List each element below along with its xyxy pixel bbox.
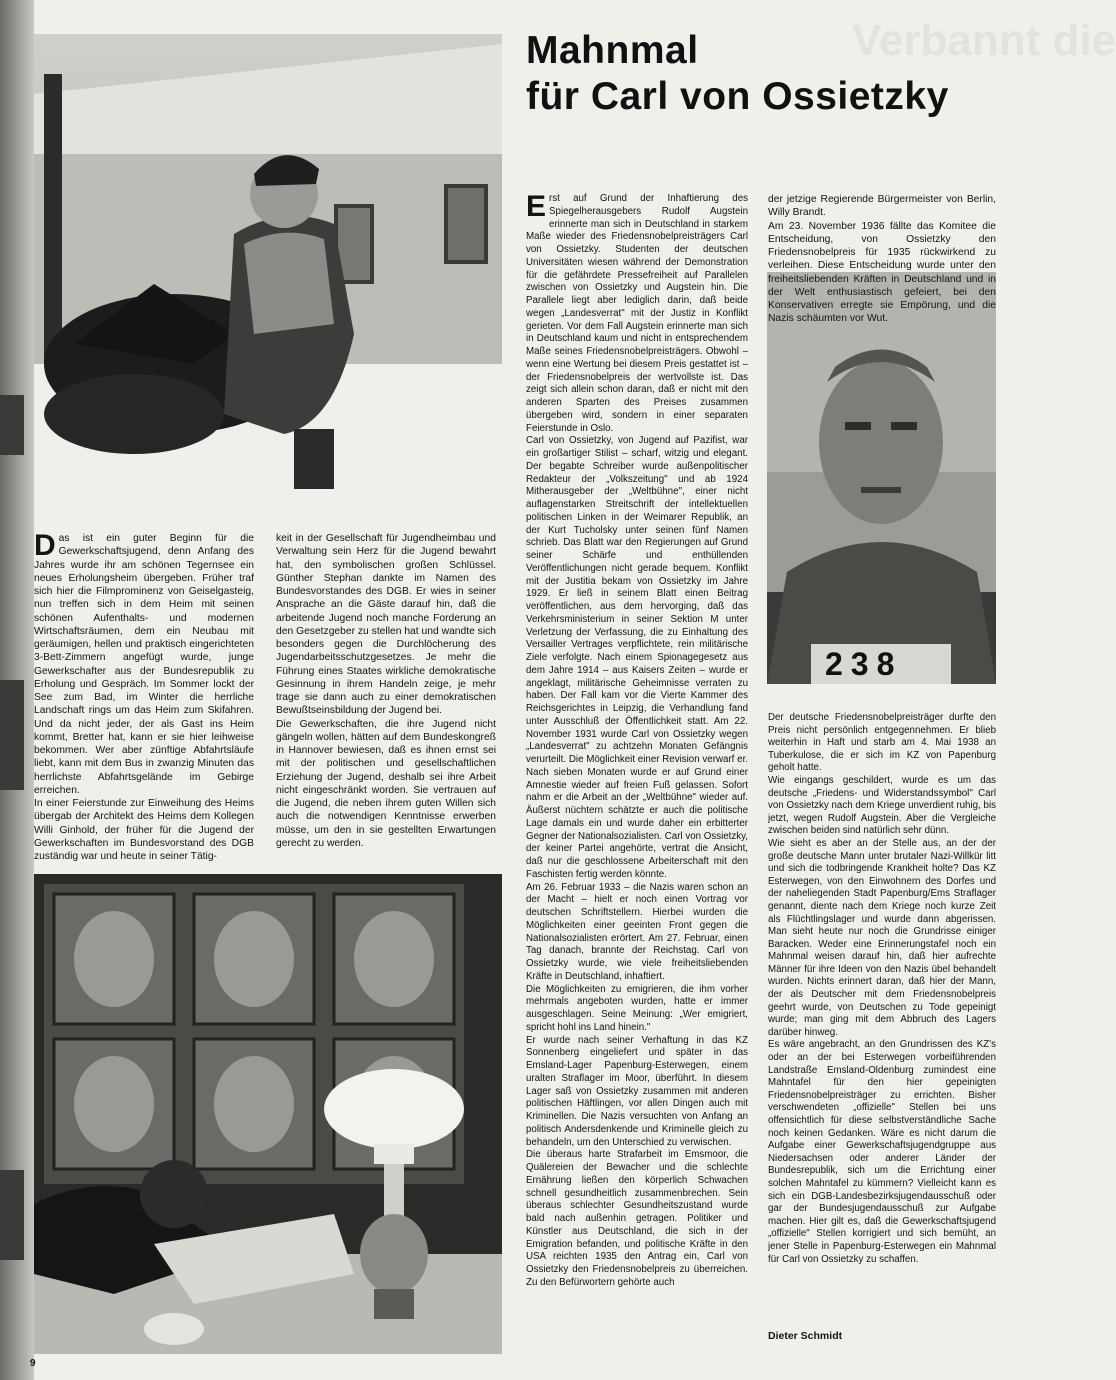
left-article-column-1: [34, 529, 254, 863]
gutter-photo-fragment: [0, 680, 24, 790]
page-gutter: [0, 0, 34, 1380]
article-paragraph: Er wurde nach seiner Verhaftung in das KZ Sonnenberg eingeliefert und später in das Emsland-Lager Papenburg-Esterwegen, einem uralten Straflager im Moor, überführt. In diesem Lager saß von Ossietzky zusammen mit anderen politischen Häftlingen, vor allen Dingen auch mit Kriminellen. Die Nazis versuchten von Anfang an politisch Andersdenkende und Kriminelle gleich zu behandeln, um den Unterschied zu verwischen.: [526, 1034, 748, 1148]
article-paragraph: Die Möglichkeiten zu emigrieren, die ihm vorher mehrmals angeboten wurden, hatte er immer ausgeschlagen. Seine Meinung: „Wer emigriert, spricht hohl ins Land hinein.": [526, 983, 748, 1033]
article-paragraph: Am 23. November 1936 fällte das Komitee die Entscheidung, von Ossietzky den Friedensnobelpreis für 1935 rückwirkend zu verleihen. Diese Entscheidung wurde unter den freiheitsliebenden Kräften in Deutschland und in der Welt enthusiastisch gefeiert, bei den Konservativen erregte sie Empörung, und die Nazis schäumten vor Wut.: [768, 220, 996, 325]
gutter-photo-fragment: [0, 1170, 24, 1260]
left-article-column-2: [276, 532, 496, 850]
article-paragraph: Carl von Ossietzky, von Jugend auf Pazifist, war ein großartiger Stilist – scharf, witzig und elegant. Der begabte Schreiber wurde außenpolitischer Redakteur der „Volkszeitung" und ab 1924 Mitherausgeber der „Weltbühne", einer nicht auflagenstarken Streitschrift der intellektuellen politischen Linken in der Weimarer Republik, an der Kurt Tucholsky unter seinen fünf Namen schrieb. Das Blatt war den Regierungen auf Grund seiner Schärfe und enthüllenden Veröffentlichungen nicht gerade bequem. Konflikt mit der Justitia bekam von Ossietzky im Jahre 1929. Er ließ in seinem Blatt einen Beitrag veröffentlichen, aus dem hervorging, daß das Verkehrsministerium in seiner Sektion M unter Verletzung der Verfassung, die zu Einhaltung des Versailler Vertrages verpflichtete, rein militärische Ziele verfolgte. Nach einem Spionagegesetz aus dem Jahre 1914 – aus Kaisers Zeiten – wurde er angeklagt, militärische Geheimnisse verraten zu haben. Der Fall kam vor die Vierte Kammer des Reichsgerichtes in Leipzig, die Verhandlung fand unter Ausschluß der Öffentlichkeit statt. Am 22. November 1931 wurde Carl von Ossietzky wegen „Landesverrat" zu achtzehn Monaten Gefängnis verurteilt. Die Möglichkeit einer Revision verwarf er. Nach sieben Monaten wurde er auf Grund einer Amnestie wieder auf freien Fuß gelassen. Sofort nahm er die Arbeit an der „Weltbühne" wieder auf. Äußerst nüchtern schätzte er auch die politische Lage damals ein und wurde daher ein erbitterter Gegner der Nationalsozialisten. Carl von Ossietzky, der keiner Partei angehörte, vertrat die Ansicht, daß nur die geschlossene Arbeiterschaft mit den Faschisten fertig werden könnte.: [526, 435, 748, 880]
article-paragraph: [526, 190, 748, 435]
article-paragraph: [34, 529, 254, 797]
photo-skier: [34, 34, 502, 494]
article-paragraph: In einer Feierstunde zur Einweihung des Heims übergab der Architekt des Heims dem Kollegen Willi Ginhold, der früher für die Jugend der Gewerkschaften im Bundesvorstand des DGB zuständig war und heute in seiner Tätig-: [34, 798, 254, 862]
article-paragraph: Es wäre angebracht, an den Grundrissen des KZ's oder an der bei Esterwegen vorbeiführenden Landstraße Emsland-Oldenburg zumindest eine Mahntafel für den hier gepeinigten Friedensnobelpreisträger zu errichten. Bisher verschwendeten „offizielle" Stellen bei uns offensichtlich für diese selbstverständliche Sache noch keinen Gedanken. Wäre es nicht darum die Aufgabe einer Gewerkschaftsjugendgruppe aus Niedersachsen oder anderer Länder der Bundesrepublik, sich um die Errichtung einer solchen Mahntafel zu kümmern? Vielleicht kann es sich ein DGB-Landesbezirksjugendausschuß oder gar der Bundesjugendausschuß zur Aufgabe machen. Hier gilt es, daß die Gewerkschaftsjugend „offizielle" Stellen korrigiert und sich bemüht, an jener Stelle in Papenburg-Esterwegen ein Mahnmal für Carl von Ossietzky zu schaffen.: [768, 1039, 996, 1265]
article-paragraph-text: as ist ein guter Beginn für die Gewerkschaftsjugend, denn Anfang des Jahres wurde ihr am schönen Tegernsee ein neues Erholungsheim übergeben. Früher traf sich hier die Filmprominenz von Geiselgasteig, nun treffen sich in dem Heim mit seinen schönen Aufenthalts- und modernen Wirtschaftsräumen, dem ein Neubau mit geräumigen, hellen und praktisch eingerichteten 3-Bett-Zimmern angefügt wurde, junge Gewerkschafter aus der Bundesrepublik zu Erholung und Gespräch. Im Sommer lockt der See zum Bad, im Winter die herrliche Landschaft rings um das Heim zum Skifahren. Und da nicht jeder, der als Gast ins Heim kommt, Bretter hat, kann er sie hier leihweise bekommen. Wer aber zünftige Abfahrtsläufe liebt, kann mit dem Bus in zwanzig Minuten das herrlichste Abfahrtsgelände im Gebirge erreichen.: [34, 533, 254, 796]
page-number: 9: [30, 1358, 36, 1369]
article-paragraph: Wie sieht es aber an der Stelle aus, an der der große deutsche Mann unter brutaler Nazi-Willkür litt und sich die todbringende Krankheit holte? Das KZ Esterwegen, von den Einwohnern des Dorfes und der naheliegenden Stadt Papenburg/Ems Straflager genannt, diente nach dem Kriege noch kurze Zeit als Flüchtlingslager und wurde dann abgerissen. Man sieht heute nur noch die Grundrisse einiger Baracken. Weder eine Erinnerungstafel noch ein Mahnmal weisen darauf hin, daß hier aufrechte Männer für ihre Ideen von den Nazis übel behandelt wurden. Nichts erinnert daran, daß hier der Mann, der als Deutscher mit dem Friedensnobelpreis geehrt wurde, von Deutschen zu Tode gepeinigt wurde; man ging mit dem Abbruch des Lagers darüber hinweg.: [768, 837, 996, 1038]
prisoner-number: 238: [825, 646, 903, 682]
article-paragraph: keit in der Gesellschaft für Jugendheimbau und Verwaltung sein Herz für die Jugend bewahrt hat, den symbolischen großen Schlüssel. Günther Stephan dankte im Namen des Bundesvorstandes des DGB. Er wies in seiner Ansprache an die Gäste darauf hin, daß die arbeitende Jugend noch manche Forderung an den Gesetzgeber zu stellen hat und wandte sich besonders gegen die Durchlöcherung des Jugendarbeitsschutzgesetzes. Je mehr die Führung eines Staates wirkliche demokratische Gesinnung in ihrem Handeln zeige, je mehr trage sie dann auch zu einer demokratischen Bewußtseinsbildung der Jugend bei.: [276, 533, 496, 717]
article-paragraph-text: rst auf Grund der Inhaftierung des Spiegelherausgebers Rudolf Augstein erinnerte man sich in Deutschland in starkem Maße wieder des Friedensnobelpreisträgers Carl von Ossietzky. Studenten der deutschen Universitäten wiesen während der Demonstration für die gefährdete Pressefreiheit auf Parallelen zwischen von Ossietzky und Augstein hin. Die Parallele liegt aber lediglich darin, daß beide wegen „Landesverrat" mit der Justiz in Konflikt gerieten. Vor dem Fall Augstein erinnerte man sich in Deutschland kaum und nicht in entsprechendem Maße seines Friedensnobelpreisträgers. Obwohl – wenn eine Wertung bei diesem Preis gestattet ist – der Friedensnobelpreis der wertvollste ist. Das zeigt sich allein schon daran, daß er nicht mit den anderen Sparten des Preises zusammen übergeben wird, sondern in einer separaten Feierstunde in Oslo.: [526, 193, 748, 434]
gutter-photo-fragment: [0, 395, 24, 455]
photo-desk: [34, 874, 502, 1354]
oil-lamp-photo-icon: [34, 874, 502, 1354]
main-article-column-2-bottom: [768, 712, 996, 1266]
ghost-text-bleedthrough: Verbannt die: [852, 16, 1116, 65]
article-paragraph: der jetzige Regierende Bürgermeister von Berlin, Willy Brandt.: [768, 194, 996, 219]
article-paragraph: Die überaus harte Strafarbeit im Emsmoor, die Quälereien der Bewacher und die schlechte Ernährung ließen den körperlich Schwachen schnell gesundheitlich zusammenbrechen. Sein überaus schlechter Gesundheitszustand wurde bald nach außenhin getragen. Politiker und Künstler aus Deutschland, die sich in der Emigration befanden, und politische Kräfte in den USA reichten 1935 den Antrag ein, Carl von Ossietzky den Friedensnobelpreis zu überreichen. Zu den Befürwortern gehörte auch: [526, 1149, 748, 1288]
article-paragraph: Wie eingangs geschildert, wurde es um das deutsche „Friedens- und Widerstandssymbol" Carl von Ossietzky nach dem Kriege unverdient ruhig, bis jetzt, wegen Rudolf Augstein. Aber die Vergleiche zwischen beiden sind natürlich sehr dünn.: [768, 774, 996, 837]
photo-portrait: [767, 272, 996, 684]
fir-tree-photo-icon: [34, 34, 502, 494]
article-paragraph: Die Gewerkschaften, die ihre Jugend nicht gängeln wollen, hätten auf dem Bundeskongreß in Hannover bewiesen, daß es ihnen ernst sei mit der politischen und gesellschaftlichen Erziehung der Jugend, deshalb sei ihre Arbeit nicht eingeschränkt worden. Sie vertrauen auf die Jugend, die neben ihrem guten Willen sich auch die notwendigen Kenntnisse erwerben müsse, um den in sie gestellten Erwartungen gerecht zu werden.: [276, 718, 496, 849]
author-byline: Dieter Schmidt: [768, 1330, 843, 1342]
headline-line-1: Mahnmal: [526, 29, 699, 72]
main-article-column-2-top: [768, 193, 996, 326]
page-title: [526, 28, 996, 120]
ossietzky-portrait-icon: [767, 272, 996, 684]
headline-line-2: für Carl von Ossietzky: [526, 75, 949, 118]
drop-cap: E: [526, 190, 547, 223]
main-article-column-1: [526, 190, 748, 1290]
article-paragraph: Der deutsche Friedensnobelpreisträger durfte den Preis nicht persönlich entgegennehmen. Er blieb weiterhin in Haft und starb am 4. Mai 1938 an Tuberkulose, die er sich im KZ von Papenburg geholt hatte.: [768, 712, 996, 774]
article-paragraph: Am 26. Februar 1933 – die Nazis waren schon an der Macht – hielt er noch einen Vortrag vor deutschen Schriftstellern. Hierbei wurden die Möglichkeiten einer geeinten Front gegen die Nationalsozialisten erörtert. Am 27. Februar, einen Tag danach, brannte der Reichstag. Carl von Ossietzky wurde, wie viele freiheitsliebenden Kräfte in Deutschland, inhaftiert.: [526, 881, 748, 982]
drop-cap: D: [34, 529, 56, 562]
